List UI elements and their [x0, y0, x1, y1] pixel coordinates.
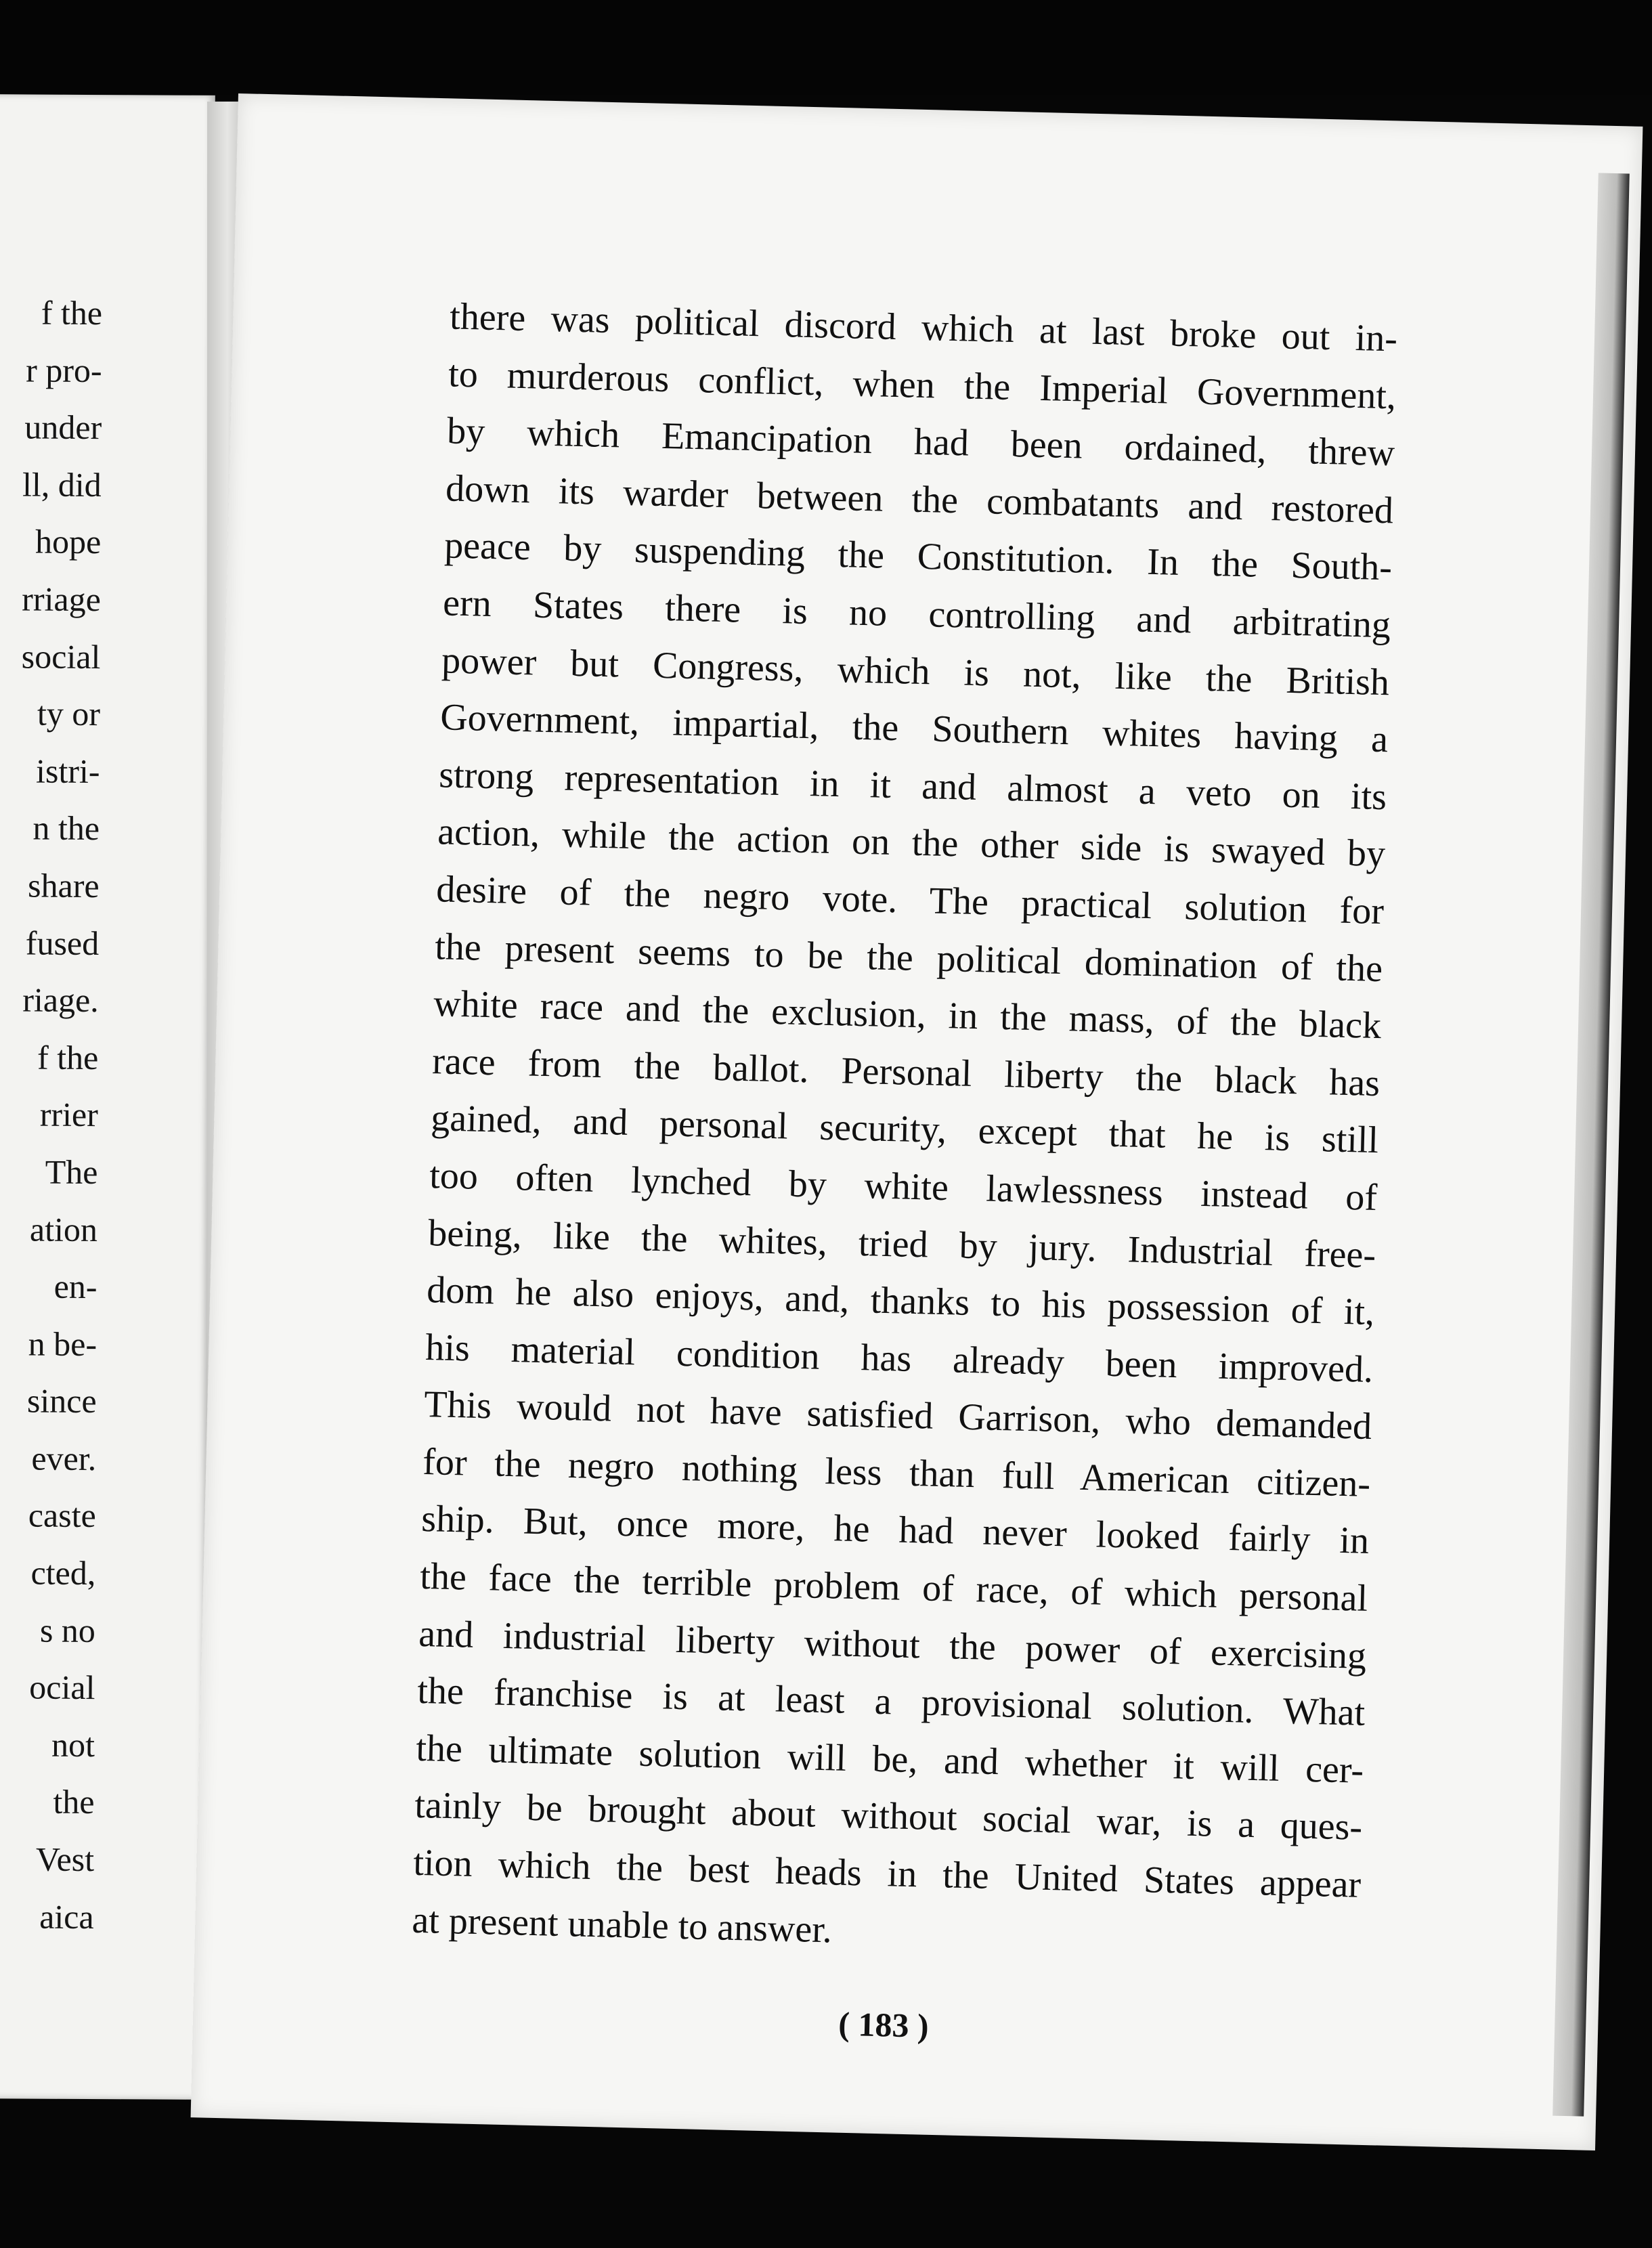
text-line: strong representation in it and almost a veto on its: [438, 754, 1387, 818]
left-page-line: caste: [28, 1496, 96, 1535]
left-page-line: f the: [37, 1038, 99, 1077]
text-line: action, while the action on the other side is swayed by: [437, 810, 1386, 876]
text-line: ern States there is no controlling and arbitrating: [442, 582, 1391, 647]
left-page-line: under: [24, 408, 102, 447]
left-page-line: not: [51, 1725, 95, 1764]
right-page: [191, 93, 1643, 2150]
text-line: white race and the exclusion, in the mass, of the black: [433, 982, 1382, 1047]
text-line: peace by suspending the Constitution. In the South-: [443, 524, 1393, 589]
left-page-line: ocial: [29, 1668, 95, 1707]
left-page-line: r pro-: [26, 351, 102, 389]
body-text: [412, 288, 1398, 1971]
left-page-line: istri-: [35, 752, 100, 790]
text-line: race from the ballot. Personal liberty the black has: [431, 1039, 1381, 1104]
left-page-line: en-: [53, 1267, 97, 1306]
left-page-line: ation: [29, 1210, 98, 1249]
left-page-line: hope: [35, 522, 102, 561]
text-line: the franchise is at least a provisional solution. What: [416, 1670, 1366, 1735]
text-line: and industrial liberty without the power of exercising: [418, 1612, 1367, 1677]
text-line: his material condition has already been improved.: [425, 1326, 1374, 1391]
left-page-line: The: [45, 1152, 98, 1191]
text-line: at present unable to answer.: [411, 1899, 833, 1951]
left-page-line: Vest: [35, 1840, 95, 1879]
text-line: gained, and personal security, except that he is still: [430, 1097, 1379, 1162]
left-page-line: riage.: [22, 980, 99, 1020]
text-line: by which Emancipation had been ordained, threw: [446, 410, 1395, 475]
text-line: the ultimate solution will be, and whether it will cer-: [415, 1727, 1364, 1792]
text-line: the face the terrible problem of race, of which personal: [419, 1555, 1368, 1620]
text-line: the present seems to be the political domination of the: [434, 925, 1383, 990]
left-page-line: share: [27, 866, 100, 905]
text-line: too often lynched by white lawlessness instead of: [429, 1154, 1378, 1219]
left-page-line: ty or: [37, 694, 101, 733]
text-line: This would not have satisfied Garrison, who demanded: [423, 1383, 1372, 1448]
left-page-line: aica: [39, 1897, 94, 1936]
page-number: ( 183 ): [838, 2004, 930, 2045]
text-line: there was political discord which at last broke out in-: [449, 295, 1398, 360]
text-line: to murderous conflict, when the Imperial Government,: [448, 353, 1397, 417]
scan-background: [0, 0, 1652, 95]
left-page-line: n the: [32, 808, 100, 848]
left-page-line: f the: [41, 293, 103, 332]
left-page-line: fused: [25, 924, 100, 962]
left-page: [0, 94, 215, 2100]
text-line: tainly be brought about without social war, is a ques-: [414, 1784, 1363, 1849]
text-line: for the negro nothing less than full American citizen-: [422, 1440, 1371, 1505]
left-page-line: ll, did: [22, 465, 102, 504]
left-page-line: social: [21, 637, 101, 676]
text-line: desire of the negro vote. The practical solution for: [435, 868, 1385, 933]
left-page-line: rriage: [22, 580, 101, 619]
left-page-line: the: [53, 1783, 95, 1821]
text-line: being, like the whites, tried by jury. Industrial free-: [427, 1211, 1376, 1276]
text-line: tion which the best heads in the United States appear: [412, 1841, 1362, 1906]
left-page-line: ever.: [31, 1439, 97, 1477]
left-page-line: n be-: [28, 1324, 97, 1363]
left-page-line: since: [26, 1381, 97, 1421]
text-line: down its warder between the combatants and restored: [445, 467, 1394, 532]
left-page-line: rrier: [39, 1095, 99, 1134]
left-page-line: cted,: [30, 1553, 96, 1593]
text-line: ship. But, once more, he had never looked fairly in: [420, 1498, 1370, 1563]
page-edge: [1552, 173, 1630, 2116]
left-page-line: s no: [39, 1611, 96, 1649]
left-page-text: [0, 284, 102, 1945]
text-line: Government, impartial, the Southern whites having a: [439, 696, 1389, 761]
text-line: dom he also enjoys, and, thanks to his possession of it,: [426, 1269, 1375, 1334]
text-line: power but Congress, which is not, like the British: [441, 639, 1390, 704]
